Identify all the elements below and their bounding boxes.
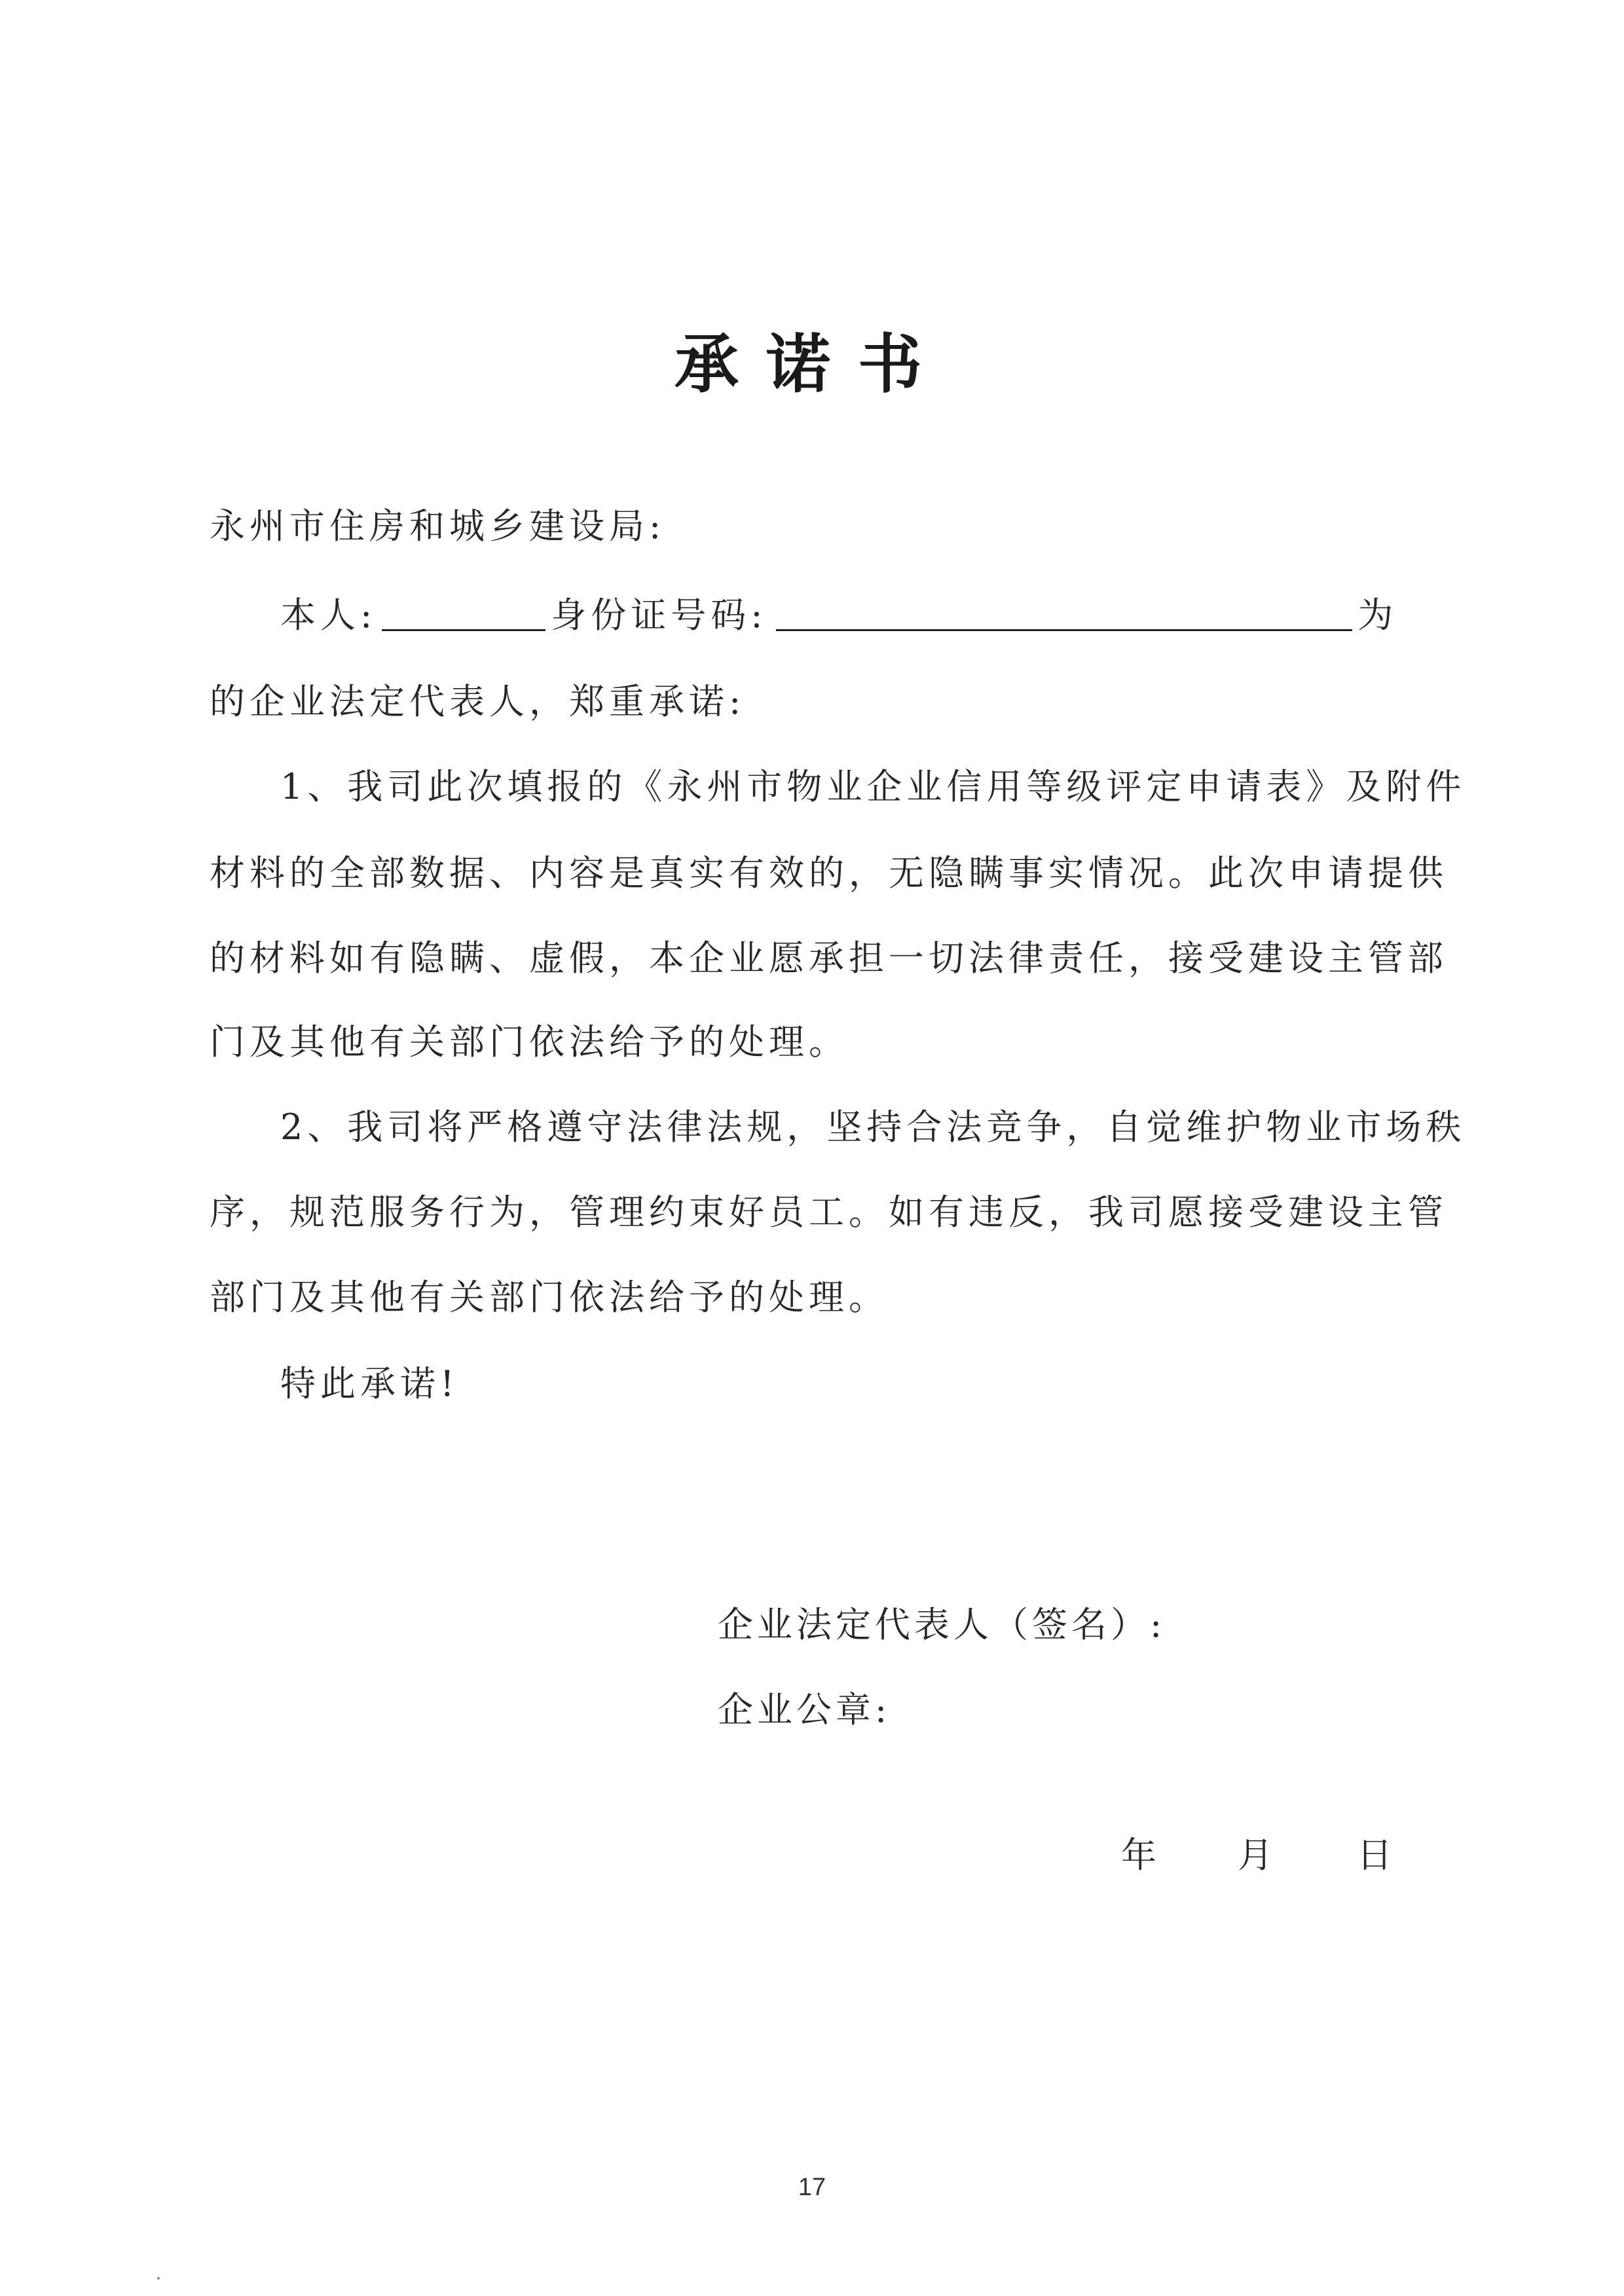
- date-year: 年: [1121, 1834, 1156, 1876]
- intro-suffix: 为: [1357, 594, 1398, 636]
- addressee: 永州市住房和城乡建设局:: [210, 505, 666, 547]
- date-day: 日: [1357, 1834, 1392, 1876]
- scan-speck: [157, 2277, 160, 2280]
- clause-1-line-4: 门及其他有关部门依法给予的处理。: [210, 1021, 849, 1063]
- intro-line-2: 的企业法定代表人，郑重承诺:: [210, 681, 746, 722]
- signature-label: 企业法定代表人（签名）:: [718, 1604, 1166, 1645]
- intro-prefix: 本人:: [280, 594, 377, 636]
- date-month: 月: [1238, 1834, 1273, 1876]
- name-blank: [382, 596, 545, 631]
- clause-1-line-1: 1、我司此次填报的《永州市物业企业信用等级评定申请表》及附件: [280, 766, 1466, 807]
- clause-1-line-3: 的材料如有隐瞒、虚假，本企业愿承担一切法律责任，接受建设主管部: [210, 938, 1448, 979]
- clause-2-line-1: 2、我司将严格遵守法律法规，坚持合法竞争，自觉维护物业市场秩: [280, 1106, 1466, 1148]
- id-label: 身份证号码:: [551, 594, 767, 636]
- clause-2-line-3: 部门及其他有关部门依法给予的处理。: [210, 1277, 889, 1318]
- clause-2-line-2: 序，规范服务行为，管理约束好员工。如有违反，我司愿接受建设主管: [210, 1192, 1448, 1233]
- closing-line: 特此承诺!: [280, 1363, 459, 1404]
- intro-line: [280, 594, 1398, 636]
- clause-1-line-2: 材料的全部数据、内容是真实有效的，无隐瞒事实情况。此次申请提供: [210, 852, 1448, 894]
- page-number: 17: [798, 2174, 826, 2201]
- id-number-blank: [776, 596, 1352, 631]
- document-title: 承诺书: [674, 327, 950, 402]
- seal-label: 企业公章:: [718, 1689, 891, 1730]
